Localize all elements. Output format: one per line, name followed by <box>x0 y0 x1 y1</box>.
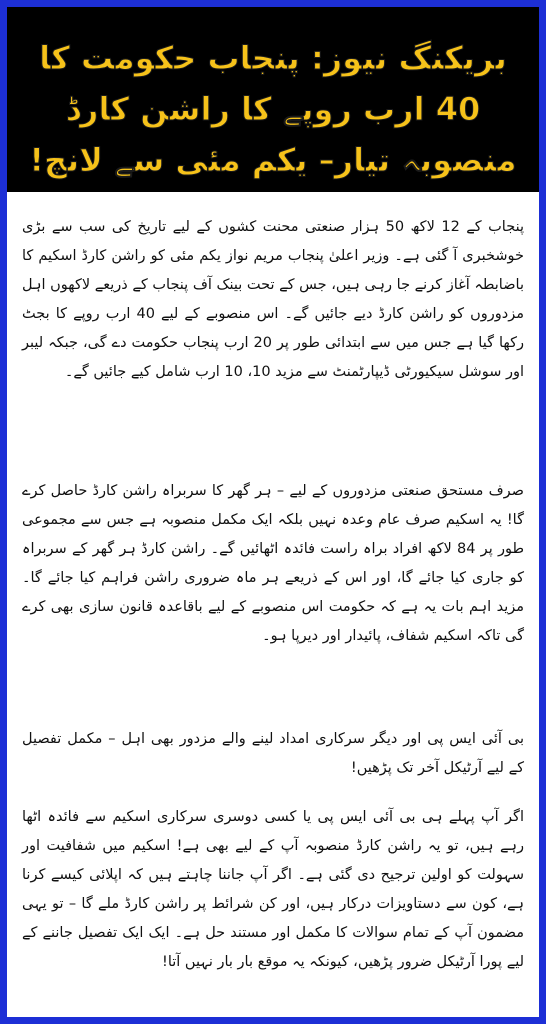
headline-banner <box>7 7 539 192</box>
paragraph-intro: پنجاب کے 12 لاکھ 50 ہزار صنعتی محنت کشوں کے لیے تاریخ کی سب سے بڑی خوشخبری آ گئی ہے۔ وزیر اعلیٰ پنجاب مریم نواز یکم مئی کو راشن کارڈ اسکیم کا باضابطہ آغاز کرنے جا رہی ہیں، جس کے تحت بینک آف پنجاب کے ذریعے لاکھوں اہل مزدوروں کو راشن کارڈ دیے جائیں گے۔ اس منصوبے کے لیے 40 ارب روپے کا بجٹ رکھا گیا ہے جس میں سے ابتدائی طور پر 20 ارب پنجاب حکومت دے گی، جبکہ لیبر اور سوشل سیکیورٹی ڈیپارٹمنٹ سے مزید 10، 10 ارب شامل کیے جائیں گے۔ <box>22 219 525 380</box>
paragraph-eligibility: صرف مستحق صنعتی مزدوروں کے لیے – ہر گھر کا سربراہ راشن کارڈ حاصل کرے گا! یہ اسکیم صرف عام وعدہ نہیں بلکہ ایک مکمل منصوبہ ہے جس سے مجموعی طور پر 84 لاکھ افراد براہ راست فائدہ اٹھائیں گے۔ راشن کارڈ ہر گھر کے سربراہ کو جاری کیا جائے گا، اور اس کے ذریعے ہر ماہ ضروری راشن فراہم کیا جائے گا۔ مزید اہم بات یہ ہے کہ حکومت اس منصوبے کے لیے باقاعدہ قانون سازی بھی کرے گی تاکہ اسکیم شفاف، پائیدار اور دیرپا ہو۔ <box>22 483 524 644</box>
paragraph-bisp-heading: بی آئی ایس پی اور دیگر سرکاری امداد لینے والے مزدور بھی اہل – مکمل تفصیل کے لیے آرٹیکل آخر تک پڑھیں! <box>22 731 524 776</box>
paragraph-details: اگر آپ پہلے ہی بی آئی ایس پی یا کسی دوسری سرکاری اسکیم سے فائدہ اٹھا رہے ہیں، تو یہ راشن کارڈ منصوبہ آپ کے لیے بھی ہے! اسکیم میں شفافیت اور سہولت کو اولین ترجیح دی گئی ہے۔ اگر آپ جاننا چاہتے ہیں کہ اپلائی کیسے کرنا ہے، کون سے دستاویزات درکار ہیں، اور کن شرائط پر راشن کارڈ ملے گا – تو یہی مضمون آپ کے تمام سوالات کا مکمل اور مستند حل ہے۔ ایک ایک تفصیل جاننے کے لیے پورا آرٹیکل ضرور پڑھیں، کیونکہ یہ موقع بار بار نہیں آتا! <box>22 809 524 970</box>
headline: بریکنگ نیوز: پنجاب حکومت کا 40 ارب روپے کا راشن کارڈ منصوبہ تیار– یکم مئی سے لانچ! <box>29 39 517 179</box>
